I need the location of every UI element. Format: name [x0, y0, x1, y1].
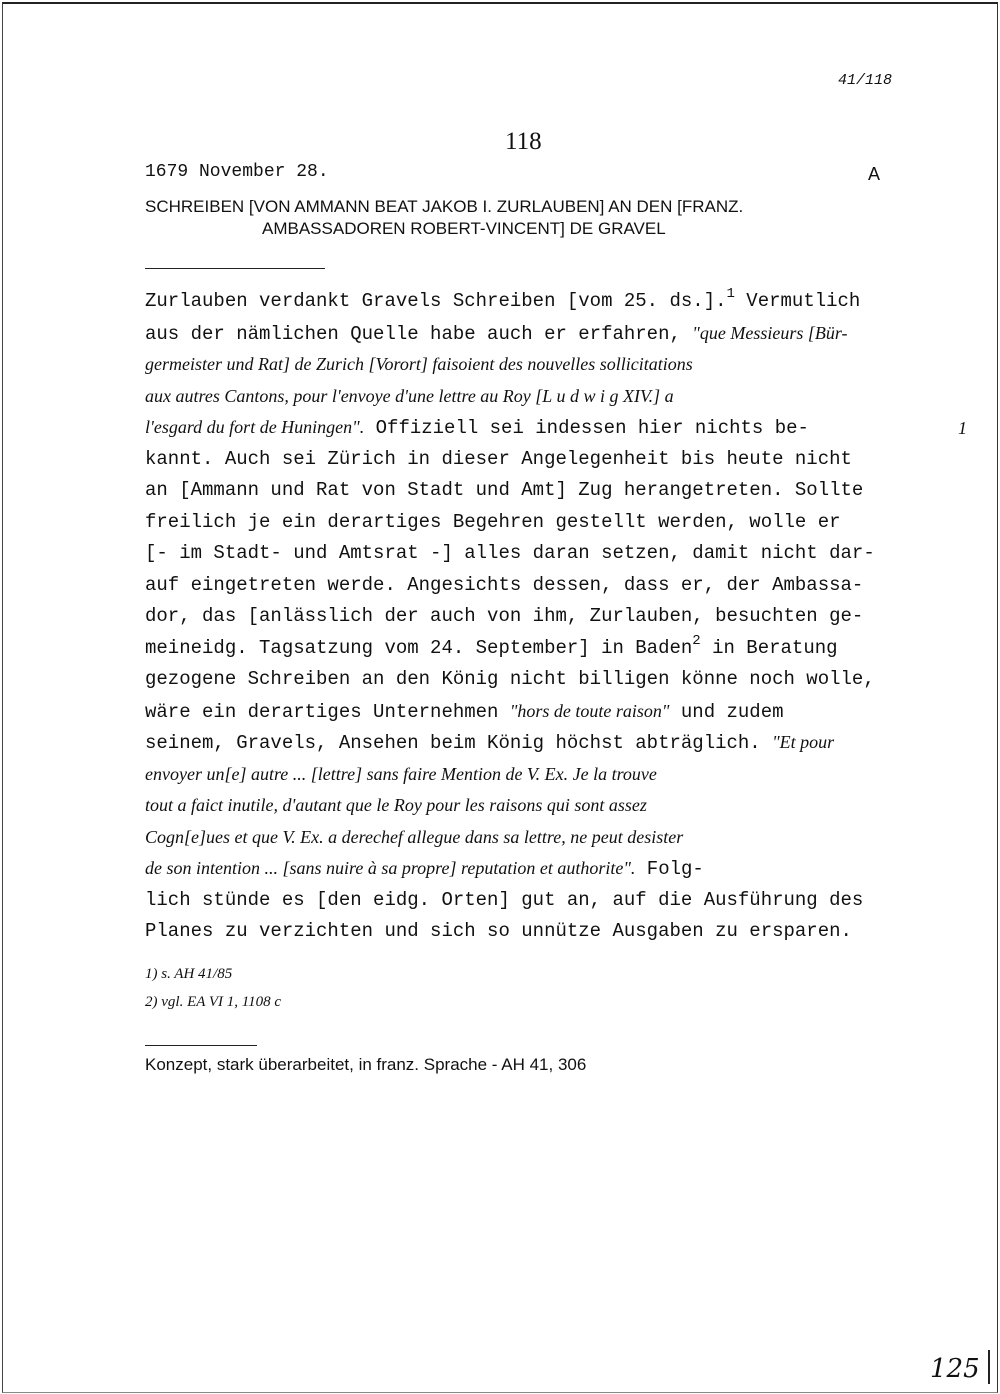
body-text-segment: an [Ammann und Rat von Stadt und Amt] Zug herangetreten. Sollte	[145, 479, 864, 501]
body-text-segment: und zudem	[669, 700, 784, 723]
body-text-segment: freilich je ein derartiges Begehren gestellt werden, wolle er	[145, 510, 841, 533]
body-text-segment: tout a faict inutile, d'autant que le Roy pour les raisons qui sont assez	[145, 795, 647, 815]
body-line	[145, 570, 925, 602]
document-number: 118	[505, 128, 542, 155]
document-title-line-1: SCHREIBEN [VON AMMANN BEAT JAKOB I. ZURLAUBEN] AN DEN [FRANZ.	[145, 197, 744, 216]
body-text-segment: lich stünde es [den eidg. Orten] gut an, auf die Ausführung des	[145, 888, 864, 911]
margin-note: 1	[958, 418, 967, 438]
body-text-segment: seinem, Gravels, Ansehen beim König höchst abträglich.	[145, 732, 773, 754]
document-date: 1679 November 28.	[145, 162, 329, 182]
page-stamp: 125	[930, 1354, 980, 1384]
body-line	[145, 286, 925, 318]
footnote-marker: 1	[726, 286, 735, 302]
body-text-segment: in Beratung	[700, 636, 838, 659]
category-letter: A	[868, 164, 881, 184]
body-line	[145, 759, 925, 791]
body-text-segment: gezogene Schreiben an den König nicht billigen könne noch wolle,	[145, 668, 875, 690]
title-divider	[145, 268, 325, 269]
body-text-segment: "Et pour	[772, 732, 835, 752]
archive-reference: 41/118	[838, 72, 893, 89]
body-line	[145, 601, 925, 633]
body-line	[145, 696, 925, 728]
body-line	[145, 538, 925, 570]
body-line	[145, 885, 925, 917]
body-line	[145, 318, 925, 350]
body-text-segment: dor, das [anlässlich der auch von ihm, Zurlauben, besuchten ge-	[145, 605, 864, 627]
body-text-segment: "que Messieurs [Bür-	[692, 322, 848, 343]
body-text-segment: Zurlauben verdankt Gravels Schreiben [vom 25. ds.].	[145, 290, 727, 312]
body-line	[145, 444, 925, 476]
body-line	[145, 822, 925, 854]
document-body	[145, 286, 925, 948]
footnote-2: 2) vgl. EA VI 1, 1108 c	[145, 994, 282, 1010]
body-text-segment: germeister und Rat] de Zurich [Vorort] faisoient des nouvelles sollicitations	[145, 354, 693, 374]
body-line	[145, 507, 925, 539]
body-text-segment: Cogn[e]ues et que V. Ex. a derechef allegue dans sa lettre, ne peut desister	[145, 826, 684, 847]
body-text-segment: auf eingetreten werde. Angesichts dessen, dass er, der Ambassa-	[145, 573, 864, 596]
body-text-segment: aus der nämlichen Quelle habe auch er erfahren,	[145, 322, 693, 345]
source-note: Konzept, stark überarbeitet, in franz. Sprache - AH 41, 306	[145, 1055, 587, 1074]
body-line	[145, 412, 925, 444]
document-title-line-2: AMBASSADOREN ROBERT-VINCENT] DE GRAVEL	[262, 219, 666, 238]
body-line	[145, 790, 925, 822]
footnote-divider	[145, 1045, 257, 1046]
body-text-segment: l'esgard du fort de Huningen".	[145, 417, 365, 437]
body-text-segment: kannt. Auch sei Zürich in dieser Angelegenheit bis heute nicht	[145, 447, 852, 470]
body-text-segment: de son intention ... [sans nuire à sa propre] reputation et authorite".	[145, 858, 636, 878]
body-text-segment: Planes zu verzichten und sich so unnütze Ausgaben zu ersparen.	[145, 920, 852, 942]
body-text-segment: Offiziell sei indessen hier nichts be-	[364, 417, 809, 439]
footnote-marker: 2	[692, 632, 701, 649]
body-line	[145, 853, 925, 885]
body-text-segment: "hors de toute raison"	[509, 700, 670, 721]
body-text-segment: wäre ein derartiges Unternehmen	[145, 700, 510, 723]
body-text-segment: envoyer un[e] autre ... [lettre] sans faire Mention de V. Ex. Je la trouve	[145, 763, 657, 784]
body-line	[145, 349, 925, 381]
body-text-segment: aux autres Cantons, pour l'envoye d'une lettre au Roy [L u d w i g XIV.] a	[145, 385, 674, 406]
footnote-1: 1) s. AH 41/85	[145, 966, 233, 982]
body-line	[145, 633, 925, 665]
body-line	[145, 727, 925, 759]
body-line	[145, 664, 925, 696]
stamp-mark	[988, 1350, 990, 1384]
body-text-segment: [- im Stadt- und Amtsrat -] alles daran setzen, damit nicht dar-	[145, 542, 875, 564]
body-line	[145, 381, 925, 413]
body-text-segment: Vermutlich	[734, 290, 861, 312]
body-line	[145, 916, 925, 948]
body-text-segment: meineidg. Tagsatzung vom 24. September] in Baden	[145, 636, 693, 659]
body-text-segment: Folg-	[635, 858, 704, 880]
body-line	[145, 475, 925, 507]
